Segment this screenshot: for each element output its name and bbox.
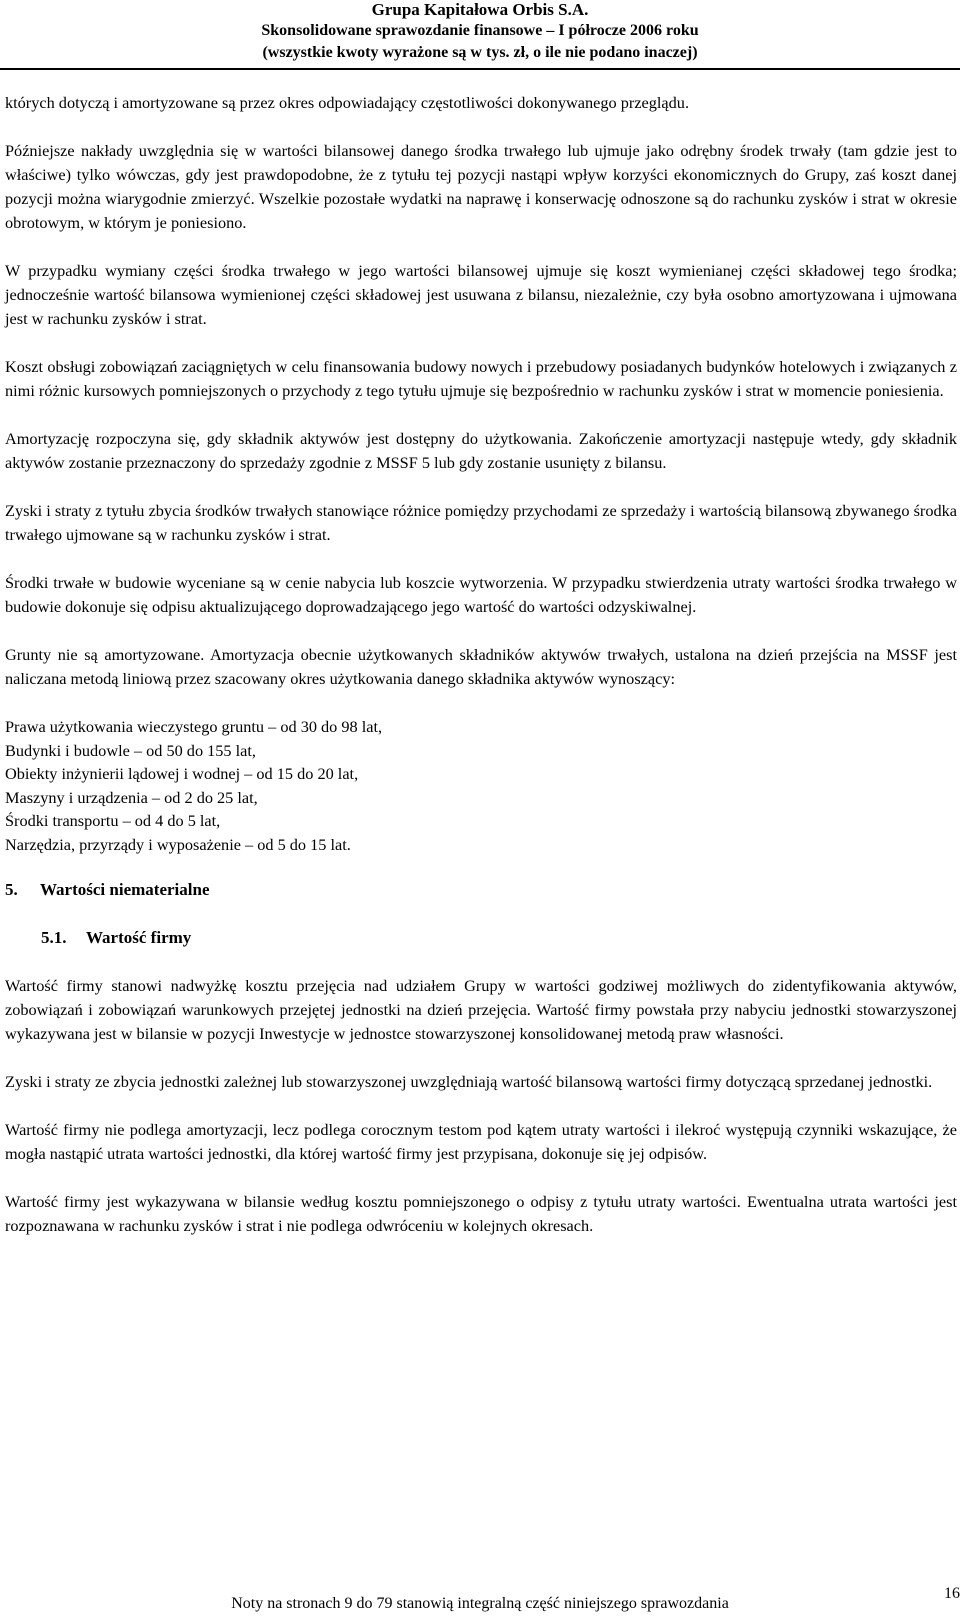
paragraph-goodwill-impairment: Wartość firmy nie podlega amortyzacji, lecz podlega corocznym testom pod kątem utraty wartości i ilekroć występują czynniki wskazujące, że mogła nastąpić utrata wartości jednostki, dla której wartość firmy jest przypisana, dokonuje się jej odpisów. <box>5 1120 957 1163</box>
subsection-title: Wartość firmy <box>86 928 192 947</box>
paragraph-goodwill-definition: Wartość firmy stanowi nadwyżkę kosztu przejęcia nad udziałem Grupy w wartości godziwej możliwych do zidentyfikowania aktywów, zobowiązań i zobowiązań warunkowych przejętej jednostki na dzień przejęcia. Wartość firmy powstała przy nabyciu jednostki stowarzyszonej wykazywana jest w bilansie w pozycji Inwestycje w jednostce stowarzyszonej konsolidowanej metodą praw własności. <box>5 976 957 1043</box>
list-item: Obiekty inżynierii lądowej i wodnej – od 15 do 20 lat, <box>5 764 359 783</box>
amounts-note: (wszystkie kwoty wyrażone są w tys. zł, o ile nie podano inaczej) <box>262 44 698 61</box>
footer-note: Noty na stronach 9 do 79 stanowią integralną część niniejszego sprawozdania <box>231 1595 729 1612</box>
section-title: Wartości niematerialne <box>40 880 210 899</box>
subsection-number: 5.1. <box>41 928 67 947</box>
paragraph-continuation: których dotyczą i amortyzowane są przez okres odpowiadający częstotliwości dokonywanego przeglądu. <box>5 93 690 112</box>
paragraph-land-depreciation: Grunty nie są amortyzowane. Amortyzacja obecnie użytkowanych składników aktywów trwałych, ustalona na dzień przejścia na MSSF jest naliczana metodą liniową przez szacowany okres użytkowania danego składnika aktywów wynoszący: <box>5 645 957 688</box>
header-rule <box>0 68 960 70</box>
paragraph-goodwill-disposal: Zyski i straty ze zbycia jednostki zależnej lub stowarzyszonej uwzględniają wartość bilansową wartości firmy dotyczącą sprzedanej jednostki. <box>5 1072 933 1091</box>
paragraph-borrowing-costs: Koszt obsługi zobowiązań zaciągniętych w celu finansowania budowy nowych i przebudowy posiadanych budynków hotelowych i związanych z nimi różnic kursowych pomniejszonych o przychody z tego tytułu ujmuje się bezpośrednio w rachunku zysków i strat w momencie poniesienia. <box>5 357 957 400</box>
company-name: Grupa Kapitałowa Orbis S.A. <box>371 0 589 19</box>
list-item: Narzędzia, przyrządy i wyposażenie – od 5 do 15 lat. <box>5 834 351 854</box>
page-header <box>0 0 960 72</box>
paragraph-disposal-gains: Zyski i straty z tytułu zbycia środków trwałych stanowiące różnice pomiędzy przychodami ze sprzedaży i wartością bilansową zbywanego środka trwałego ujmowane są w rachunku zysków i strat. <box>5 501 957 544</box>
paragraph-subsequent-costs: Późniejsze nakłady uwzględnia się w wartości bilansowej danego środka trwałego lub ujmuje jako odrębny środek trwały (tam gdzie jest to właściwe) tylko wówczas, gdy jest prawdopodobne, że z tytułu tej pozycji nastąpi wpływ korzyści ekonomicznych do Grupy, zaś koszt danej pozycji można wiarygodnie zmierzyć. Wszelkie pozostałe wydatki na naprawę i konserwację odnoszone są do rachunku zysków i strat w okresie obrotowym, w którym je poniesiono. <box>5 141 957 232</box>
report-title: Skonsolidowane sprawozdanie finansowe – I półrocze 2006 roku <box>261 22 699 39</box>
list-item: Prawa użytkowania wieczystego gruntu – od 30 do 98 lat, <box>5 717 383 736</box>
paragraph-depreciation-start: Amortyzację rozpoczyna się, gdy składnik aktywów jest dostępny do użytkowania. Zakończenie amortyzacji następuje wtedy, gdy składnik aktywów zostanie przeznaczony do sprzedaży zgodnie z MSSF 5 lub gdy zostanie usunięty z bilansu. <box>5 429 957 472</box>
list-item: Maszyny i urządzenia – od 2 do 25 lat, <box>5 787 258 807</box>
subsection-heading <box>41 926 957 950</box>
paragraph-construction-in-progress: Środki trwałe w budowie wyceniane są w cenie nabycia lub koszcie wytworzenia. W przypadku stwierdzenia utraty wartości środka trwałego w budowie dokonuje się odpisu aktualizującego doprowadzającego jego wartość do wartości odzyskiwalnej. <box>5 573 957 616</box>
list-item: Budynki i budowle – od 50 do 155 lat, <box>5 740 256 760</box>
document-body <box>5 91 957 1262</box>
paragraph-goodwill-carrying: Wartość firmy jest wykazywana w bilansie według kosztu pomniejszonego o odpisy z tytułu utraty wartości. Ewentualna utrata wartości jest rozpoznawana w rachunku zysków i strat i nie podlega odwróceniu w kolejnych okresach. <box>5 1192 957 1235</box>
page-number: 16 <box>944 1585 960 1602</box>
section-number: 5. <box>5 880 18 899</box>
list-item: Środki transportu – od 4 do 5 lat, <box>5 811 221 830</box>
page-footer <box>0 1585 960 1617</box>
useful-life-list <box>5 715 957 856</box>
section-heading <box>5 878 957 902</box>
paragraph-part-replacement: W przypadku wymiany części środka trwałego w jego wartości bilansowej ujmuje się koszt wymienianej części składowej tego środka; jednocześnie wartość bilansowa wymienionej części składowej jest usuwana z bilansu, niezależnie, czy była osobno amortyzowana i ujmowana jest w rachunku zysków i strat. <box>5 261 957 328</box>
